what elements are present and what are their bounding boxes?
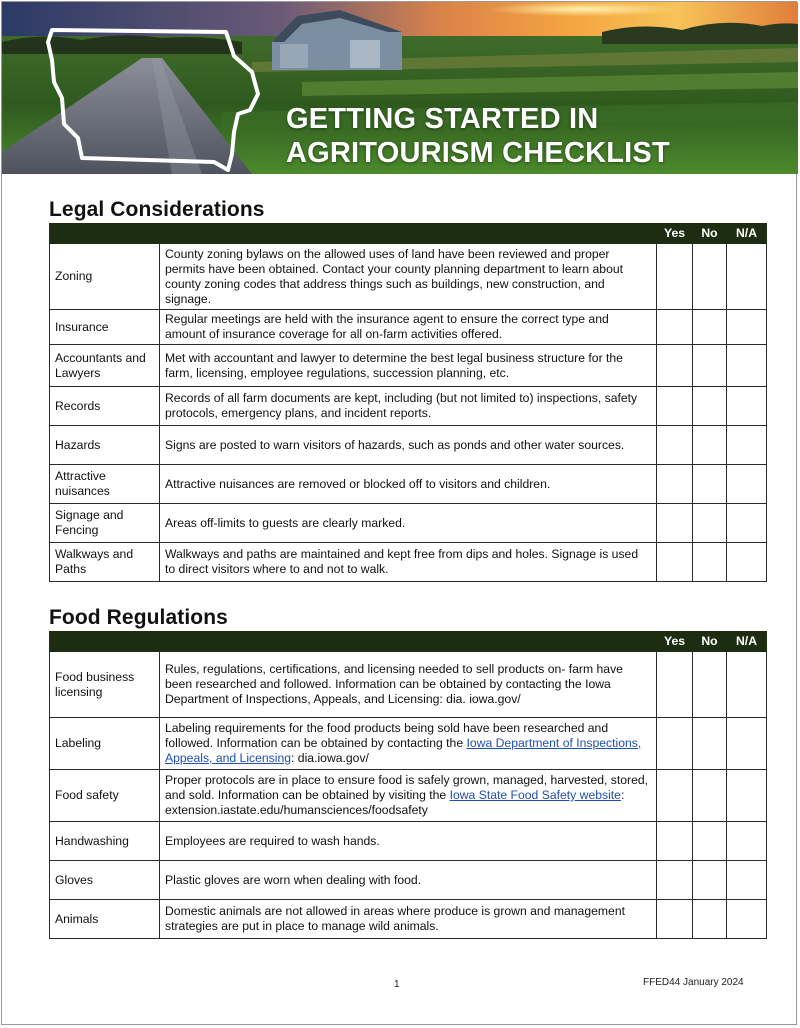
row-description: [160, 718, 657, 770]
row-label: Gloves: [50, 861, 160, 900]
row-label: Animals: [50, 900, 160, 939]
row-description: Regular meetings are held with the insurance agent to ensure the correct type and amount of insurance coverage for all on-farm activities offered.: [160, 310, 657, 345]
yes-checkbox[interactable]: [657, 426, 693, 465]
header-na: N/A: [727, 224, 767, 244]
yes-checkbox[interactable]: [657, 770, 693, 822]
yes-checkbox[interactable]: [657, 718, 693, 770]
na-checkbox[interactable]: [727, 504, 767, 543]
no-checkbox[interactable]: [693, 465, 727, 504]
yes-checkbox[interactable]: [657, 465, 693, 504]
document-code: FFED44 January 2024: [643, 977, 744, 988]
row-description: Employees are required to wash hands.: [160, 822, 657, 861]
no-checkbox[interactable]: [693, 387, 727, 426]
row-description: County zoning bylaws on the allowed uses of land have been reviewed and proper permits have been obtained. Contact your county planning department to learn about county zoning codes that address things such as buildings, new construction, and signage.: [160, 244, 657, 310]
row-description: Areas off-limits to guests are clearly marked.: [160, 504, 657, 543]
row-label: Signage and Fencing: [50, 504, 160, 543]
page-number: 1: [394, 979, 400, 990]
food-safety-link[interactable]: Iowa State Food Safety website: [449, 788, 621, 802]
na-checkbox[interactable]: [727, 426, 767, 465]
na-checkbox[interactable]: [727, 718, 767, 770]
row-label: Insurance: [50, 310, 160, 345]
table-row: [50, 900, 767, 939]
row-description: Met with accountant and lawyer to determine the best legal business structure for the farm, licensing, employee regulations, succession planning, etc.: [160, 345, 657, 387]
table-row: [50, 504, 767, 543]
description-text: : dia.iowa.gov/: [291, 751, 369, 765]
na-checkbox[interactable]: [727, 770, 767, 822]
header-description: [160, 632, 657, 652]
table-row: [50, 861, 767, 900]
no-checkbox[interactable]: [693, 900, 727, 939]
no-checkbox[interactable]: [693, 543, 727, 582]
description-text: : extension.iastate.edu/humansciences/foodsafety: [165, 788, 625, 817]
table-header-row: [50, 224, 767, 244]
table-row: [50, 426, 767, 465]
header-item: [50, 632, 160, 652]
legal-section-title: Legal Considerations: [49, 198, 265, 221]
na-checkbox[interactable]: [727, 652, 767, 718]
no-checkbox[interactable]: [693, 861, 727, 900]
no-checkbox[interactable]: [693, 652, 727, 718]
header-item: [50, 224, 160, 244]
table-row: [50, 244, 767, 310]
yes-checkbox[interactable]: [657, 861, 693, 900]
yes-checkbox[interactable]: [657, 310, 693, 345]
header-yes: Yes: [657, 632, 693, 652]
legal-checklist-table: [49, 223, 767, 582]
table-row: [50, 718, 767, 770]
no-checkbox[interactable]: [693, 718, 727, 770]
page-title: [286, 102, 670, 170]
na-checkbox[interactable]: [727, 861, 767, 900]
yes-checkbox[interactable]: [657, 652, 693, 718]
header-no: No: [693, 224, 727, 244]
no-checkbox[interactable]: [693, 504, 727, 543]
table-row: [50, 345, 767, 387]
title-line-1: GETTING STARTED IN: [286, 103, 599, 135]
header-yes: Yes: [657, 224, 693, 244]
no-checkbox[interactable]: [693, 310, 727, 345]
description-text: Proper protocols are in place to ensure food is safely grown, managed, harvested, stored, and sold. Information can be obtained by visiting the: [165, 773, 649, 802]
row-label: Hazards: [50, 426, 160, 465]
table-row: [50, 770, 767, 822]
row-description: Attractive nuisances are removed or blocked off to visitors and children.: [160, 465, 657, 504]
no-checkbox[interactable]: [693, 244, 727, 310]
table-row: [50, 543, 767, 582]
yes-checkbox[interactable]: [657, 822, 693, 861]
row-label: Accountants and Lawyers: [50, 345, 160, 387]
food-checklist-table: [49, 631, 767, 939]
no-checkbox[interactable]: [693, 770, 727, 822]
yes-checkbox[interactable]: [657, 345, 693, 387]
na-checkbox[interactable]: [727, 310, 767, 345]
row-description: Domestic animals are not allowed in areas where produce is grown and management strategies are put in place to manage wild animals.: [160, 900, 657, 939]
yes-checkbox[interactable]: [657, 244, 693, 310]
row-description: [160, 770, 657, 822]
row-description: Walkways and paths are maintained and kept free from dips and holes. Signage is used to direct visitors where to and not to walk.: [160, 543, 657, 582]
table-row: [50, 822, 767, 861]
header-description: [160, 224, 657, 244]
header-na: N/A: [727, 632, 767, 652]
yes-checkbox[interactable]: [657, 387, 693, 426]
table-row: [50, 310, 767, 345]
yes-checkbox[interactable]: [657, 900, 693, 939]
row-label: Walkways and Paths: [50, 543, 160, 582]
row-description: Plastic gloves are worn when dealing with food.: [160, 861, 657, 900]
iowa-dia-link[interactable]: Iowa Department of Inspections, Appeals, and Licensing: [165, 736, 642, 765]
na-checkbox[interactable]: [727, 345, 767, 387]
na-checkbox[interactable]: [727, 387, 767, 426]
title-line-2: AGRITOURISM CHECKLIST: [286, 137, 670, 169]
row-label: Records: [50, 387, 160, 426]
row-label: Food safety: [50, 770, 160, 822]
na-checkbox[interactable]: [727, 822, 767, 861]
yes-checkbox[interactable]: [657, 543, 693, 582]
no-checkbox[interactable]: [693, 822, 727, 861]
description-text: Labeling requirements for the food products being sold have been researched and followed. Information can be obtained by contacting the: [165, 721, 609, 750]
header-banner: [2, 2, 798, 174]
na-checkbox[interactable]: [727, 465, 767, 504]
na-checkbox[interactable]: [727, 244, 767, 310]
row-description: Signs are posted to warn visitors of hazards, such as ponds and other water sources.: [160, 426, 657, 465]
na-checkbox[interactable]: [727, 900, 767, 939]
table-header-row: [50, 632, 767, 652]
no-checkbox[interactable]: [693, 426, 727, 465]
row-label: Labeling: [50, 718, 160, 770]
row-description: Rules, regulations, certifications, and licensing needed to sell products on- farm have been researched and followed. Information can be obtained by contacting the Iowa Department of Inspections, Appeals, and Licensing: dia. iowa.gov/: [160, 652, 657, 718]
table-row: [50, 387, 767, 426]
header-no: No: [693, 632, 727, 652]
row-description: Records of all farm documents are kept, including (but not limited to) inspections, safety protocols, emergency plans, and incident reports.: [160, 387, 657, 426]
row-label: Food business licensing: [50, 652, 160, 718]
no-checkbox[interactable]: [693, 345, 727, 387]
na-checkbox[interactable]: [727, 543, 767, 582]
row-label: Zoning: [50, 244, 160, 310]
yes-checkbox[interactable]: [657, 504, 693, 543]
table-row: [50, 652, 767, 718]
table-row: [50, 465, 767, 504]
row-label: Handwashing: [50, 822, 160, 861]
row-label: Attractive nuisances: [50, 465, 160, 504]
food-section-title: Food Regulations: [49, 606, 228, 629]
